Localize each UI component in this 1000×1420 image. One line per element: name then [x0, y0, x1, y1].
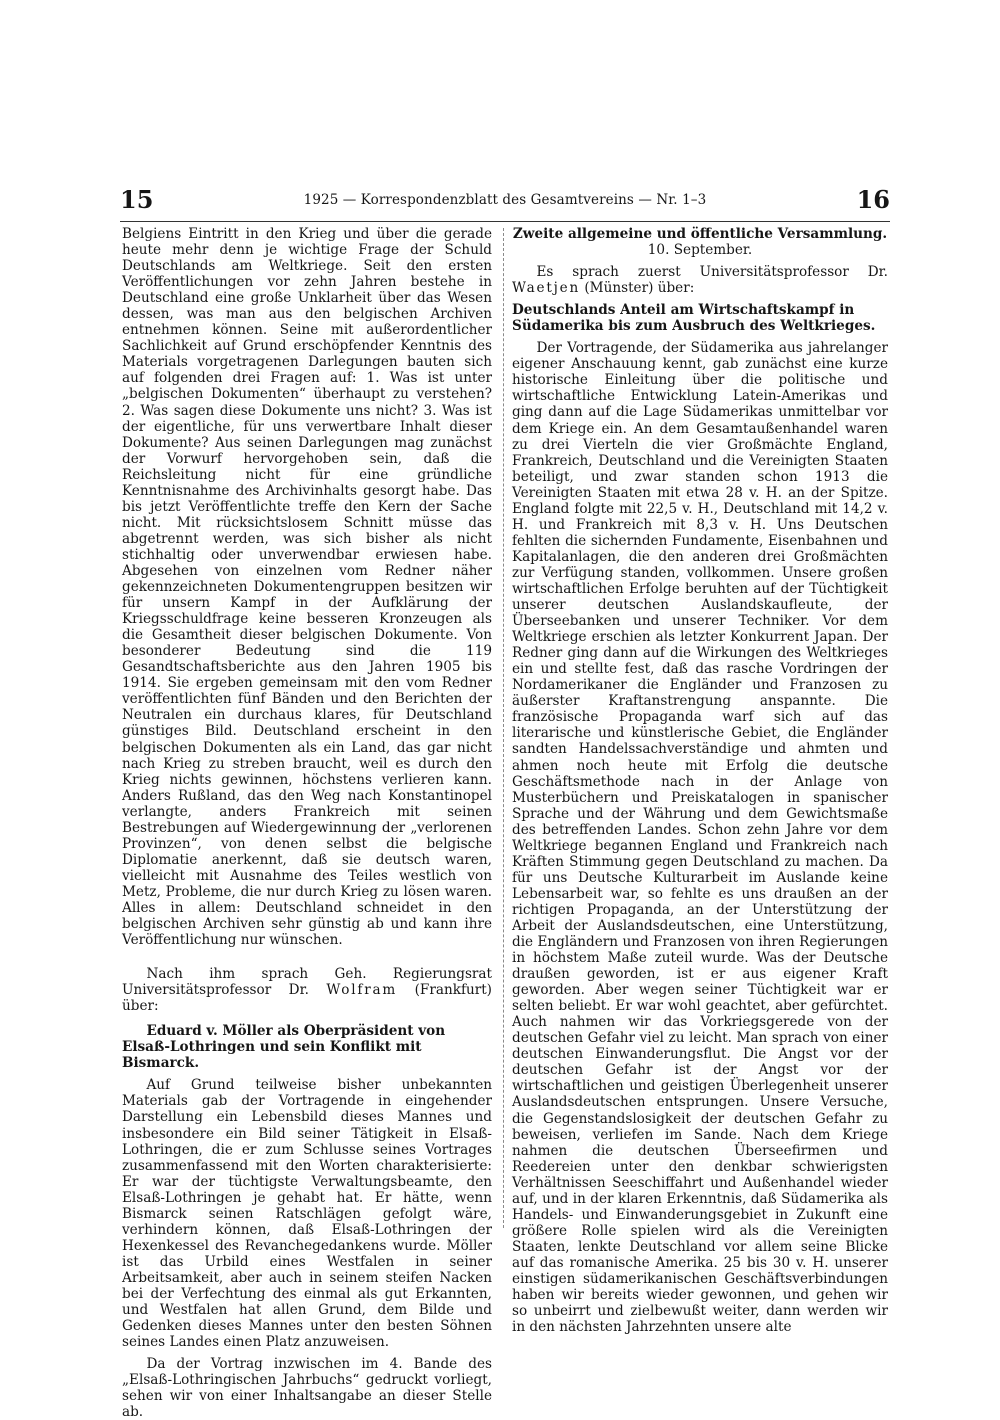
page-header [120, 186, 890, 216]
speaker-intro [512, 264, 888, 296]
speaker-intro-text: (Frankfurt) über: [122, 982, 492, 1015]
session-heading: Zweite allgemeine und öffentliche Versammlung. [512, 226, 888, 242]
speaker-name: Waetjen [512, 280, 581, 297]
column-divider [503, 228, 504, 1228]
session-date: 10. September. [647, 242, 753, 259]
body-paragraph: Der Vortragende, der Südamerika aus jahrelanger eigener Anschauung kennt, gab zunächst eine kurze historische Einleitung über die politische und wirtschaftliche Entwicklung Latein-Amerikas und ging dann auf die Lage Südamerikas unmittelbar vor dem Kriege ein. An dem Gesamtaußenhandel waren zu drei Vierteln die vier Großmächte England, Frankreich, Deutschland und die Vereinigten Staaten beteiligt, und zwar standen schon 1913 die Vereinigten Staaten mit etwa 28 v. H. an der Spitze. England folgte mit 22,5 v. H., Deutschland mit 14,2 v. H. und Frankreich mit 8,3 v. H. Uns Deutschen fehlten die sichernden Fundamente, Eisenbahnen und Kapitalanlagen, die den anderen drei Großmächten zur Verfügung standen, vollkommen. Unsere großen wirtschaftlichen Erfolge beruhten auf der Tüchtigkeit unserer deutschen Auslandskaufleute, der Überseebanken und unserer Techniker. Vor dem Weltkriege erschien als letzter Konkurrent Japan. Der Redner ging dann auf die Wirkungen des Weltkrieges ein und stellte fest, daß das rasche Vordringen der Nordamerikaner die Engländer und Franzosen zu äußerster Kraftanstrengung anspannte. Die französische Propaganda warf sich auf das literarische und künstlerische Gebiet, die Engländer sandten Handelssachverständige und ahmten und ahmen noch heute mit Erfolg die deutsche Geschäftsmethode nach in der Anlage von Musterbüchern und Preiskatalogen in spanischer Sprache und der Währung und dem Gewichtsmaße des betreffenden Landes. Schon zehn Jahre vor dem Weltkriege begannen England und Frankreich nach Kräften Stimmung gegen Deutschland zu machen. Da für uns Deutsche Kulturarbeit im Auslande keine Lebensarbeit war, so fehlte es uns draußen an der richtigen Propaganda, an der Unterstützung der Arbeit der Auslandsdeutschen, eine Unterstützung, die Engländern und Franzosen von ihren Regierungen in höchstem Maße zuteil wurde. Was der Deutsche draußen geworden, ist er aus eigener Kraft geworden. Aber wegen seiner Tüchtigkeit war er selten beliebt. Er war wohl geachtet, aber gefürchtet. Auch nahmen wir das Vorkriegsgerede von der deutschen Gefahr viel zu leicht. Man sprach von einer deutschen Einwanderungsflut. Die Angst vor der deutschen Gefahr ist der Angst vor der wirtschaftlichen und geistigen Überlegenheit unserer Auslandsdeutschen entsprungen. Unsere Versuche, die Gegenstandslosigkeit der deutschen Gefahr zu beweisen, verliefen im Sande. Nach dem Kriege nahmen die deutschen Überseefirmen und Reedereien unter den denkbar schwierigsten Verhältnissen Seeschiffahrt und Außenhandel wieder auf, und in der klaren Erkenntnis, daß Südamerika als Handels- und Einwanderungsgebiet in Zukunft eine größere Rolle spielen wird als die Vereinigten Staaten, lenkte Deutschland vor allem seine Blicke auf das romanische Amerika. 25 bis 30 v. H. unserer einstigen südamerikanischen Geschäftsverbindungen haben wir bereits wieder gewonnen, und gehen wir so unbeirrt und zielbewußt weiter, dann werden wir in den nächsten Jahrzehnten unsere alte [512, 340, 888, 1336]
body-paragraph: Da der Vortrag inzwischen im 4. Bande des „Elsaß-Lothringischen Jahrbuchs“ gedruckt vorliegt, sehen wir von einer Inhaltsangabe an dieser Stelle ab. [122, 1356, 492, 1420]
speaker-intro-text: Nach ihm sprach Geh. Regierungsrat Universitätsprofessor Dr. [122, 966, 492, 999]
body-paragraph: Belgiens Eintritt in den Krieg und über die gerade heute mehr denn je wichtige Frage der Schuld Deutschlands am Weltkriege. Seit den ersten Veröffentlichungen vor zehn Jahren bestehe in Deutschland eine große Unklarheit über das Wesen dessen, was man aus den belgischen Archiven entnehmen können. Seine mit außerordentlicher Sachlichkeit auf Grund erschöpfender Kenntnis des Materials vorgetragenen Darlegungen bauten sich auf folgenden drei Fragen auf: 1. Was ist unter „belgischen Dokumenten“ überhaupt zu verstehen? 2. Was sagen diese Dokumente uns nicht? 3. Was ist der eigentliche, für uns verwertbare Inhalt dieser Dokumente? Aus seinen Darlegungen mag zunächst der Vorwurf hervorgehoben sein, daß die Reichsleitung nicht für eine gründliche Kenntnisnahme des Archivinhalts gesorgt habe. Das bis jetzt Veröffentlichte treffe den Kern der Sache nicht. Mit rücksichtslosem Schnitt müsse das abgetrennt werden, was sich bisher als nicht stichhaltig oder unverwendbar erwiesen habe. Abgesehen von einzelnen vom Redner näher gekennzeichneten Dokumentengruppen besitzen wir für unsern Kampf in der Aufklärung der Kriegsschuldfrage keine besseren Kronzeugen als die Gesamtheit dieser belgischen Dokumente. Von besonderer Bedeutung sind die 119 Gesandtschaftsberichte aus den Jahren 1905 bis 1914. Sie ergeben gemeinsam mit den vom Redner veröffentlichten fünf Bänden und den Berichten der Neutralen ein durchaus klares, für Deutschland günstiges Bild. Deutschland erscheint in den belgischen Dokumenten als ein Land, das gar nicht nach Krieg zu streben braucht, weil es durch den Krieg nichts gewinnen, höchstens verlieren kann. Anders Rußland, das den Weg nach Konstantinopel verlangte, anders Frankreich mit seinen Bestrebungen auf Wiedergewinnung der „verlorenen Provinzen“, von denen selbst die belgische Diplomatie anerkennt, daß sie deutsch waren, vielleicht mit Ausnahme des Teiles westlich von Metz, Probleme, die nur durch Krieg zu lösen waren. Alles in allem: Deutschland schneidet in den belgischen Archiven sehr günstig ab und kann ihre Veröffentlichung nur wünschen. [122, 226, 492, 949]
running-title: 1925 — Korrespondenzblatt des Gesamtvereins — Nr. 1–3 [303, 192, 707, 208]
page-number-right: 16 [856, 185, 890, 214]
speaker-intro [122, 966, 492, 1014]
page-number-left: 15 [120, 185, 154, 214]
talk-title: Deutschlands Anteil am Wirtschaftskampf in Südamerika bis zum Ausbruch des Weltkrieges. [512, 302, 876, 335]
speaker-name: Wolfram [326, 982, 398, 999]
header-rule [120, 221, 890, 222]
speaker-intro-text: Es sprach zuerst Universitätsprofessor Dr. [536, 264, 888, 281]
left-column [122, 226, 492, 1420]
body-paragraph: Auf Grund teilweise bisher unbekannten Materials gab der Vortragende in eingehender Darstellung ein Lebensbild dieses Mannes und insbesondere ein Bild seiner Tätigkeit in Elsaß-Lothringen, die er zum Schlusse seines Vortrages zusammenfassend mit den Worten charakterisierte: Er war der tüchtigste Verwaltungsbeamte, den Elsaß-Lothringen je gehabt hat. Er hätte, wenn Bismarck seinen Ratschlägen gefolgt wäre, verhindern können, daß Elsaß-Lothringen der Hexenkessel des Revanchegedankens wurde. Möller ist das Urbild eines Westfalen in seiner Arbeitsamkeit, aber auch in seinem steifen Nacken bei der Verfechtung des einmal als gut Erkannten, und Westfalen hat allen Grund, dem Bilde und Gedenken dieses Mannes unter den besten Söhnen seines Landes einen Platz anzuweisen. [122, 1077, 492, 1351]
speaker-intro-text: (Münster) über: [584, 280, 695, 297]
right-column [512, 226, 888, 1335]
talk-title: Eduard v. Möller als Oberpräsident von Elsaß-Lothringen und sein Konflikt mit Bismarck. [122, 1023, 446, 1072]
